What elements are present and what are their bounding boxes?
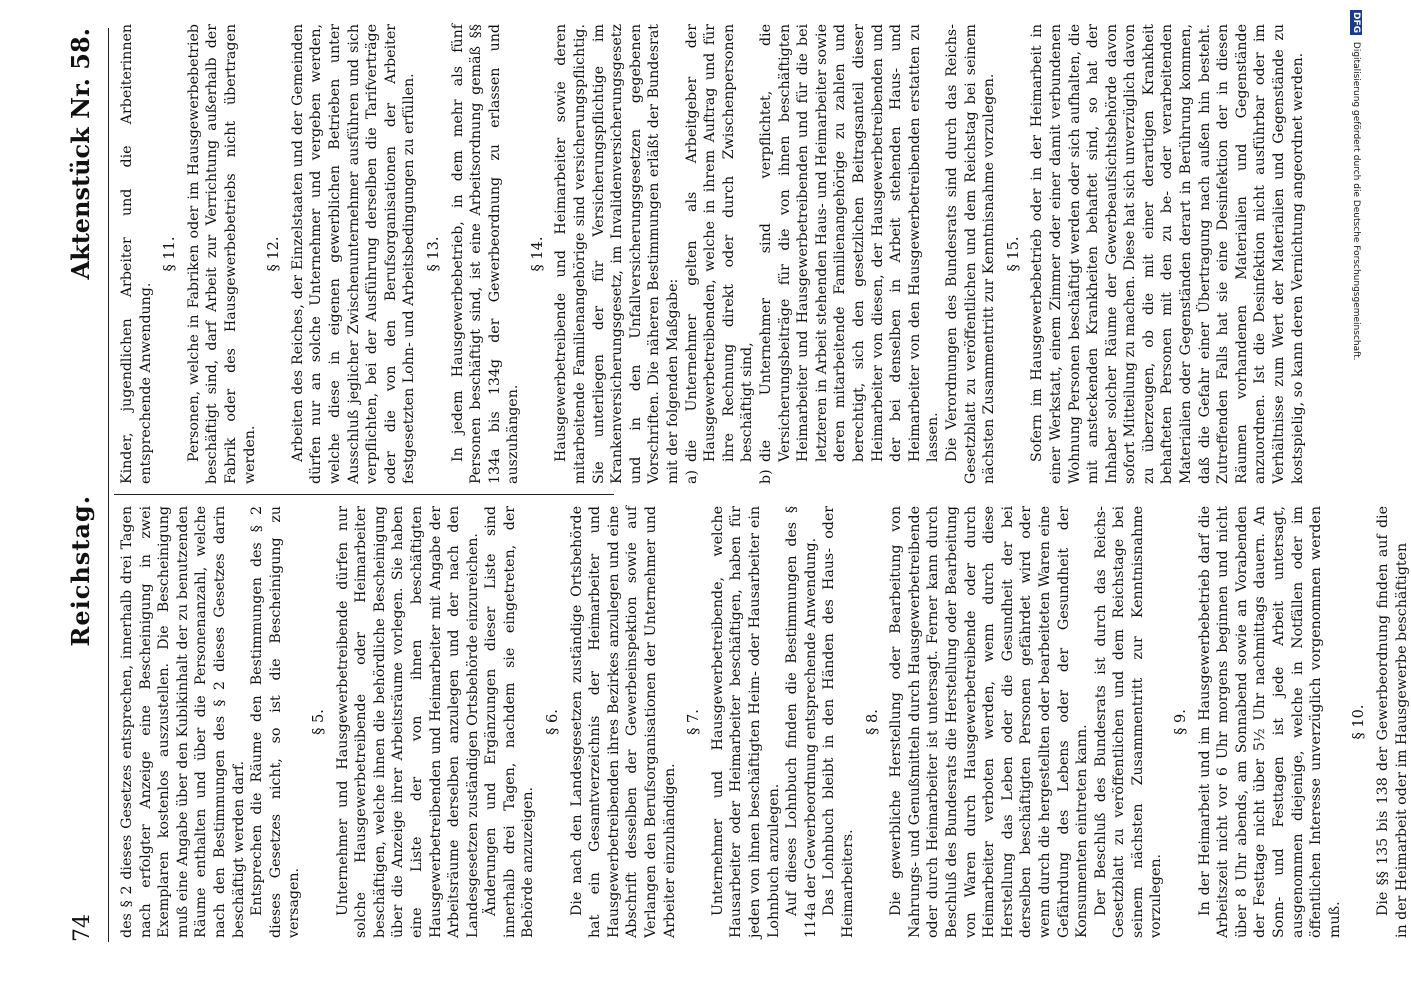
paragraph: Die §§ 135 bis 138 der Gewerbeordnung finden auf die in der Heimarbeit oder im Hausgewerbe beschäftigten [1375, 506, 1410, 938]
section-heading: § 15. [1005, 236, 1022, 272]
section-heading: § 6. [545, 709, 562, 735]
paragraph: In jedem Hausgewerbebetrieb, in dem mehr als fünf Personen beschäftigt sind, ist eine Arbeitsordnung gemäß §§ 134a bis 134g der Gewerbeordnung zu erlassen und auszuhängen. [449, 24, 522, 484]
paragraph: Auf dieses Lohnbuch finden die Bestimmungen des § 114a der Gewerbeordnung entsprechende Anwendung. [784, 506, 819, 938]
page-title: Reichstag. [66, 494, 95, 647]
left-column [118, 506, 1411, 938]
paragraph: Änderungen und Ergänzungen dieser Liste sind innerhalb drei Tagen, nachdem sie eingetreten, der Behörde anzuzeigen. [483, 506, 537, 938]
paragraph: Die Verordnungen des Bundesrats sind durch das Reichs-Gesetzblatt zu veröffentlichen und dem Reichstag bei seinem nächsten Zusammentritt zur Kenntnisnahme vorzulegen. [943, 24, 998, 484]
paragraph: Sofern im Hausgewerbebetrieb oder in der Heimarbeit in einer Werkstatt, einem Zimmer oder einer damit verbundenen Wohnung Personen beschäftigt werden oder sich aufhalten, die mit ansteckenden Krankheiten behaftet sind, so hat der Inhaber solcher Räume der Gewerbeaufsichtsbehörde davon sofort Mitteilung zu machen. Diese hat sich unverzüglich davon zu überzeugen, ob die mit einer derartigen Krankheit behafteten Personen mit den zu be- oder verarbeitenden Materialien oder Gegenständen derart in Berührung kommen, daß die Gefahr einer Übertragung nach außen hin besteht. Zutreffenden Falls hat sie eine Desinfektion der in diesen Räumen vorhandenen Materialien und Gegenstände anzuordnen. Ist die Desinfektion nicht ausführbar oder im Verhältnisse zum Wert der Materialien und Gegenstände zu kostspielig, so kann deren Vernichtung angeordnet werden. [1029, 24, 1306, 484]
section-heading: § 9. [1173, 709, 1190, 735]
paragraph: Das Lohnbuch bleibt in den Händen des Haus- oder Heimarbeiters. [821, 506, 856, 938]
page-number: 74 [70, 914, 95, 942]
right-column [118, 24, 1307, 484]
paragraph: Unternehmer und Hausgewerbetreibende dürfen nur solche Hausgewerbetreibende oder Heimarbeiter beschäftigen, welche ihnen die behördliche Bescheinigung über die Anzeige ihrer Arbeitsräume vorlegen. Sie haben eine Liste der von ihnen beschäftigten Hausgewerbetreibenden und Heimarbeiter mit Angabe der Arbeitsräume derselben anzulegen und der nach den Landesgesetzen zuständigen Ortsbehörde einzureichen. [334, 506, 481, 938]
paragraph: Hausgewerbetreibende und Heimarbeiter sowie deren mitarbeitende Familienangehörige sind versicherungspflichtig. Sie unterliegen der für Versicherungspflichtige im Krankenversicherungsgesetz, im Invalidenversicherungsgesetz und in den Unfallversicherungsgesetzen gegebenen Vorschriften. Die näheren Bestimmungen erläßt der Bundesrat mit der folgenden Maßgabe: [553, 24, 682, 484]
digitization-footer [1350, 10, 1362, 361]
paragraph: Kinder, jugendlichen Arbeiter und die Arbeiterinnen entsprechende Anwendung. [119, 24, 154, 484]
list-item [683, 24, 757, 484]
section-heading: § 14. [529, 236, 546, 272]
section-heading: § 8. [864, 709, 881, 735]
list-item-label: b) [758, 469, 774, 484]
paragraph: Die gewerbliche Herstellung oder Bearbeitung von Nahrungs- und Genußmitteln durch Hausgewerbetreibende oder durch Heimarbeiter ist untersagt. Ferner kann durch Beschluß des Bundesrats die Herstellung oder Bearbeitung von Waren durch Hausgewerbetreibende oder durch Heimarbeiter verboten werden, wenn durch diese Herstellung das Leben oder die Gesundheit der bei derselben beschäftigten Personen gefährdet wird oder wenn durch die hergestellten oder bearbeiteten Waren eine Gefährdung des Lebens oder der Gesundheit der Konsumenten eintreten kann. [888, 506, 1091, 938]
paragraph: Entsprechen die Räume den Bestimmungen des § 2 dieses Gesetzes nicht, so ist die Bescheinigung zu versagen. [249, 506, 303, 938]
section-heading: § 5. [310, 709, 327, 735]
page-header [66, 28, 106, 942]
paragraph: Die nach den Landesgesetzen zuständige Ortsbehörde hat ein Gesamtverzeichnis der Heimarbeiter und Hausgewerbetreibenden ihres Bezirkes anzulegen und eine Abschrift desselben der Gewerbeinspektion sowie auf Verlangen den Berufsorganisationen der Unternehmer und Arbeiter einzuhändigen. [568, 506, 678, 938]
list-item [757, 24, 943, 484]
dfg-logo: DFG [1351, 12, 1361, 34]
column-divider [114, 494, 614, 495]
section-heading: § 7. [686, 709, 703, 735]
list-item-text: die Unternehmer gelten als Arbeitgeber der Hausgewerbetreibenden, welche in ihrem Auftrag und für ihre Rechnung direkt oder durch Zwischenpersonen beschäftigt sind, [683, 24, 756, 462]
section-heading: § 12. [266, 236, 283, 272]
list-item-label: a) [683, 470, 700, 484]
footer-credit: Digitalisierung gefördert durch die Deutsche Forschungsgemeinschaft. [1351, 41, 1361, 361]
paragraph: Arbeiten des Reiches, der Einzelstaaten und der Gemeinden dürfen nur an solche Unternehmer und vergeben werden, welche diese in eigenen gewerblichen Betrieben unter Ausschluß jeglicher Zwischenunternehmer ausführen und sich verpflichten, bei der Ausführung derselben die Tarifverträge oder die von den Berufsorganisationen der Arbeiter festgesetzten Lohn- und Arbeitsbedingungen zu erfüllen. [289, 24, 418, 484]
paragraph: Personen, welche in Fabriken oder im Hausgewerbebetrieb beschäftigt sind, darf Arbeit zur Verrichtung außerhalb der Fabrik oder des Hausgewerbebetriebs nicht übertragen werden. [185, 24, 258, 484]
paragraph: des § 2 dieses Gesetzes entsprechen, innerhalb drei Tagen nach erfolgter Anzeige eine Bescheinigung in zwei Exemplaren kostenlos auszustellen. Die Bescheinigung muß eine Angabe über den Kubikinhalt der zu benutzenden Räume enthalten und über die Personenanzahl, welche nach den Bestimmungen des § 2 dieses Gesetzes darin beschäftigt werden darf. [119, 506, 247, 938]
section-heading: § 13. [425, 236, 442, 272]
list-item-text: die Unternehmer sind verpflichtet, die Versicherungsbeiträge für die von ihnen beschäftigten Heimarbeiter und Hausgewerbetreibenden und für die bei letzteren in Arbeit stehenden Haus- und Heimarbeiter sowie deren mitarbeitende Familienangehörige zu zahlen und berechtigt, sich den gesetzlichen Beitragsanteil dieser Heimarbeiter von diesen, der Hausgewerbetreibenden und der bei denselben in Arbeit stehenden Haus- und Heimarbeiter von den Hausgewerbetreibenden erstatten zu lassen. [758, 24, 942, 462]
section-heading: § 10. [1351, 704, 1368, 740]
document-reference: Aktenstück Nr. 58. [66, 28, 95, 280]
paragraph: Der Beschluß des Bundesrats ist durch das Reichs-Gesetzblatt zu veröffentlichen und dem Reichstage bei seinem nächsten Zusammentritt zur Kenntnisnahme vorzulegen. [1092, 506, 1165, 938]
section-heading: § 11. [162, 236, 179, 272]
header-divider [108, 28, 109, 942]
paragraph: In der Heimarbeit und im Hausgewerbebetrieb darf die Arbeitszeit nicht vor 6 Uhr morgens beginnen und nicht über 8 Uhr abends, am Sonnabend sowie an Vorabenden der Festtage nicht über 5½ Uhr nachmittags dauern. An Sonn- und Festtagen ist jede Arbeit untersagt, ausgenommen diejenige, welche in Notfällen oder im öffentlichen Interesse unverzüglich vorgenommen werden muß. [1196, 506, 1343, 938]
paragraph: Unternehmer und Hausgewerbetreibende, welche Hausarbeiter oder Heimarbeiter beschäftigen, haben für jeden von ihnen beschäftigten Heim- oder Hausarbeiter ein Lohnbuch anzulegen. [709, 506, 782, 938]
